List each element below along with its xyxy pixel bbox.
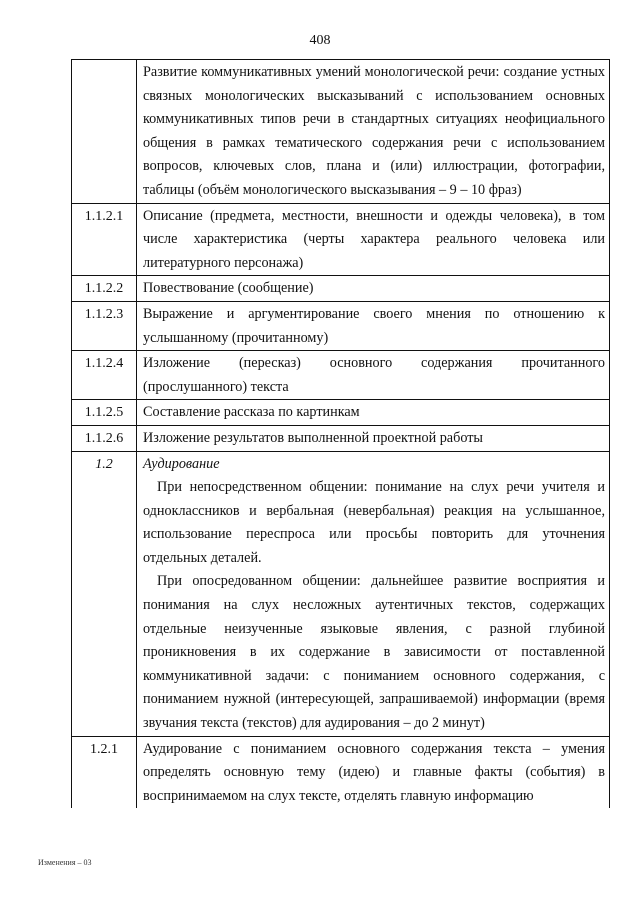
table-row bbox=[72, 60, 610, 204]
row-content bbox=[137, 425, 610, 451]
row-content bbox=[137, 60, 610, 204]
table-row bbox=[72, 451, 610, 736]
paragraph: Повествование (сообщение) bbox=[143, 280, 314, 297]
row-code: 1.2 bbox=[72, 451, 137, 736]
paragraph: Изложение результатов выполненной проектной работы bbox=[143, 429, 483, 446]
paragraph: Составление рассказа по картинкам bbox=[143, 404, 360, 421]
paragraph: При опосредованном общении: дальнейшее развитие восприятия и понимания на слух несложных аутентичных текстов, содержащих отдельные неизученные языковые явления, с разной глубиной проникновения в их содержание в зависимости от поставленной коммуникативной задачи: с пониманием основного содержания, с пониманием нужной (интересующей, запрашиваемой) информации (время звучания текста (текстов) для аудирования – до 2 минут) bbox=[143, 573, 605, 732]
table-row bbox=[72, 736, 610, 808]
table-row bbox=[72, 400, 610, 426]
row-content bbox=[137, 351, 610, 400]
table-row bbox=[72, 276, 610, 302]
paragraph: Описание (предмета, местности, внешности и одежды человека), в том числе характеристика (черты характера реального человека или литературного персонажа) bbox=[143, 207, 605, 271]
footer-revision-note: Изменения – 03 bbox=[38, 858, 92, 867]
paragraph: Изложение (пересказ) основного содержания прочитанного (прослушанного) текста bbox=[143, 355, 605, 395]
table-body bbox=[72, 60, 610, 809]
row-content bbox=[137, 276, 610, 302]
section-heading: Аудирование bbox=[143, 455, 220, 472]
paragraph: При непосредственном общении: понимание на слух речи учителя и одноклассников и вербальная (невербальная) реакция на услышанное, использование переспроса или просьбы повторить для уточнения отдельных деталей. bbox=[143, 479, 605, 566]
row-code: 1.2.1 bbox=[72, 736, 137, 808]
row-code: 1.1.2.6 bbox=[72, 425, 137, 451]
row-content bbox=[137, 203, 610, 276]
table-row bbox=[72, 425, 610, 451]
row-code: 1.1.2.4 bbox=[72, 351, 137, 400]
table-row bbox=[72, 203, 610, 276]
paragraph: Аудирование с пониманием основного содержания текста – умения определять основную тему (идею) и главные факты (события) в воспринимаемом на слух тексте, отделять главную информацию bbox=[143, 740, 605, 804]
row-content bbox=[137, 400, 610, 426]
table-row bbox=[72, 351, 610, 400]
row-content bbox=[137, 736, 610, 808]
row-code: 1.1.2.1 bbox=[72, 203, 137, 276]
page-number: 408 bbox=[309, 33, 331, 48]
row-content bbox=[137, 301, 610, 350]
row-content bbox=[137, 451, 610, 736]
row-code: 1.1.2.3 bbox=[72, 301, 137, 350]
row-code: 1.1.2.5 bbox=[72, 400, 137, 426]
row-code bbox=[72, 60, 137, 204]
curriculum-table bbox=[71, 59, 610, 808]
paragraph: Выражение и аргументирование своего мнения по отношению к услышанному (прочитанному) bbox=[143, 305, 605, 346]
paragraph: Развитие коммуникативных умений монологической речи: создание устных связных монологических высказываний с использованием основных коммуникативных типов речи в стандартных ситуациях неофициального общения в рамках тематического содержания речи с использованием вопросов, ключевых слов, плана и (или) иллюстрации, фотографии, таблицы (объём монологического высказывания – 9 – 10 фраз) bbox=[143, 64, 605, 198]
table-row bbox=[72, 301, 610, 350]
row-code: 1.1.2.2 bbox=[72, 276, 137, 302]
